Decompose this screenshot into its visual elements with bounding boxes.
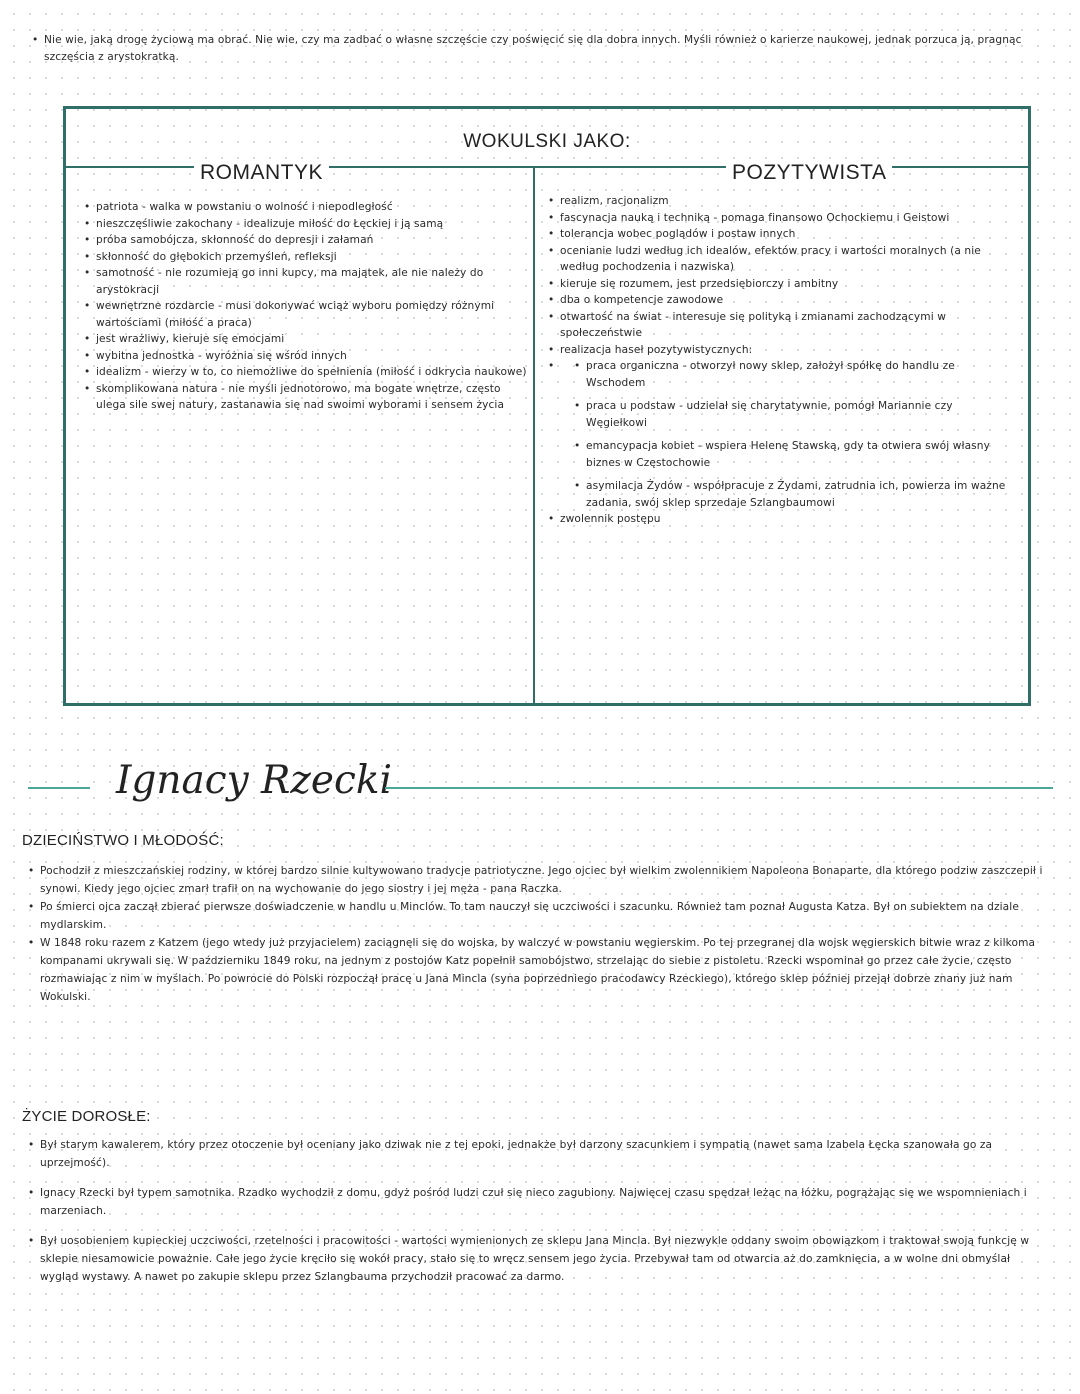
romantyk-item: • nieszczęśliwie zakochany - idealizuje miłość do Łęckiej i ją samą	[82, 216, 532, 233]
romantyk-item: • jest wrażliwy, kieruje się emocjami	[82, 331, 532, 348]
rzecki-title: Ignacy Rzecki	[116, 758, 392, 803]
paragraph: • Ignacy Rzecki był typem samotnika. Rzadko wychodził z domu, gdyż pośród ludzi czuł się nieco zagubiony. Najwięcej czasu spędzał leżąc na łóżku, pogrążając się we wspomnieniach i marzeniach.	[26, 1184, 1052, 1220]
romantyk-item: • samotność - nie rozumieją go inni kupcy, ma majątek, ale nie należy do arystokracji	[82, 265, 532, 298]
pozytywista-subitems-wrap	[546, 358, 1016, 511]
wokulski-comparison-box	[63, 106, 1031, 706]
pozytywista-subitem: • asymilacja Żydów - współpracuje z Żydami, zatrudnia ich, powierza im ważne zadania, swój sklep sprzedaje Szlangbaumowi	[572, 478, 1016, 511]
pozytywista-item: • fascynacja nauką i techniką - pomaga finansowo Ochockiemu i Geistowi	[546, 210, 1016, 227]
intro-note	[30, 32, 1055, 65]
pozytywista-item: • kieruje się rozumem, jest przedsiębiorczy i ambitny	[546, 276, 1016, 293]
pozytywista-heading: POZYTYWISTA	[726, 161, 892, 185]
romantyk-item: • skłonność do głębokich przemyśleń, refleksji	[82, 249, 532, 266]
pozytywista-item: • realizacja haseł pozytywistycznych:	[546, 342, 1016, 359]
pozytywista-subitem: • praca u podstaw - udzielał się charytatywnie, pomógł Mariannie czy Węgiełkowi	[572, 398, 1016, 431]
pozytywista-item: • tolerancja wobec poglądów i postaw innych	[546, 226, 1016, 243]
intro-text: • Nie wie, jaką drogę życiową ma obrać. Nie wie, czy ma zadbać o własne szczęście czy poświęcić się dla dobra innych. Myśli również o karierze naukowej, jednak porzuca ją, pragnąc szczęścia z arystokratką.	[30, 32, 1055, 65]
romantyk-item: • patriota - walka w powstaniu o wolność i niepodległość	[82, 199, 532, 216]
pozytywista-item: • ocenianie ludzi według ich idealów, efektów pracy i wartości moralnych (a nie według pochodzenia i nazwiska)	[546, 243, 1016, 276]
romantyk-heading: ROMANTYK	[194, 161, 329, 185]
pozytywista-sublist	[572, 358, 1016, 511]
title-rule-right	[385, 787, 1053, 789]
pozytywista-list	[546, 193, 1016, 528]
column-divider	[533, 167, 535, 703]
romantyk-item: • idealizm - wierzy w to, co niemożliwe do spełnienia (miłość i odkrycia naukowe)	[82, 364, 532, 381]
pozytywista-item: • realizm, racjonalizm	[546, 193, 1016, 210]
pozytywista-item: • dba o kompetencje zawodowe	[546, 292, 1016, 309]
romantyk-item: • próba samobójcza, skłonność do depresji i załamań	[82, 232, 532, 249]
pozytywista-subitem: • • praca organiczna - otworzył nowy sklep, założył spółkę do handlu ze Wschodem	[572, 358, 1016, 391]
wokulski-title: WOKULSKI JAKO:	[463, 131, 631, 152]
paragraph: • W 1848 roku razem z Katzem (jego wtedy już przyjacielem) zaciągnęli się do wojska, by walczyć w powstaniu węgierskim. Po tej przegranej dla wojsk węgierskich bitwie wraz z kilkoma kompanami ukrywali się. W październiku 1849 roku, na jednym z postojów Katz popełnił samobójstwo, strzelając do siebie z pistoletu. Rzecki wspominał go przez całe życie, często rozmawiając z nim w myślach. Po powrocie do Polski rozpoczął pracę u Jana Mincla (syna poprzedniego pracodawcy Rzeckiego), którego sklep później przejął dobrze znany już nam Wokulski.	[26, 934, 1052, 1006]
paragraph: • Był uosobieniem kupieckiej uczciwości, rzetelności i pracowitości - wartości wymienionych ze sklepu Jana Mincla. Był niezwykle oddany swoim obowiązkom i traktował swoją funkcję w sklepie niesamowicie poważnie. Całe jego życie kręciło się wokół pracy, stało się to wręcz sensem jego życia. Przebywał tam od otwarcia aż do zamknięcia, a w wolne dni obmyślał wygląd wystawy. A nawet po zakupie sklepu przez Szlangbauma przychodził pracować za darmo.	[26, 1232, 1052, 1286]
section-heading-adulthood: ŻYCIE DOROSŁE:	[22, 1108, 151, 1125]
romantyk-list	[82, 199, 532, 414]
paragraph: • Pochodził z mieszczańskiej rodziny, w której bardzo silnie kultywowano tradycje patriotyczne. Jego ojciec był wielkim zwolennikiem Napoleona Bonaparte, dla którego podziw zaszczepił i synowi. Kiedy jego ojciec zmarł trafił on na wychowanie do jego siostry i jej męża - pana Raczka.	[26, 862, 1052, 898]
section-body-childhood	[26, 862, 1052, 1006]
section-heading-childhood: DZIECIŃSTWO I MŁODOŚĆ:	[22, 832, 224, 849]
pozytywista-item: • zwolennik postępu	[546, 511, 1016, 528]
paragraph: • Po śmierci ojca zaczął zbierać pierwsze doświadczenie w handlu u Minclów. To tam nauczył się uczciwości i szacunku. Również tam poznał Augusta Katza. Był on subiektem na dziale mydlarskim.	[26, 898, 1052, 934]
pozytywista-item: • otwartość na świat - interesuje się polityką i zmianami zachodzącymi w społeczeństwie	[546, 309, 1016, 342]
romantyk-item: • wewnętrzne rozdarcie - musi dokonywać wciąż wyboru pomiędzy różnymi wartościami (miłość a praca)	[82, 298, 532, 331]
pozytywista-subitem: • emancypacja kobiet - wspiera Helenę Stawską, gdy ta otwiera swój własny biznes w Częstochowie	[572, 438, 1016, 471]
section-body-adulthood	[26, 1136, 1052, 1286]
romantyk-item: • skomplikowana natura - nie myśli jednotorowo, ma bogate wnętrze, często ulega sile swej natury, zastanawia się nad swoimi wyborami i sensem życia	[82, 381, 532, 414]
romantyk-item: • wybitna jednostka - wyróżnia się wśród innych	[82, 348, 532, 365]
paragraph: • Był starym kawalerem, który przez otoczenie był oceniany jako dziwak nie z tej epoki, jednakże był darzony szacunkiem i sympatią (nawet sama Izabela Łęcka szanowała go za uprzejmość).	[26, 1136, 1052, 1172]
title-rule-left	[28, 787, 90, 789]
